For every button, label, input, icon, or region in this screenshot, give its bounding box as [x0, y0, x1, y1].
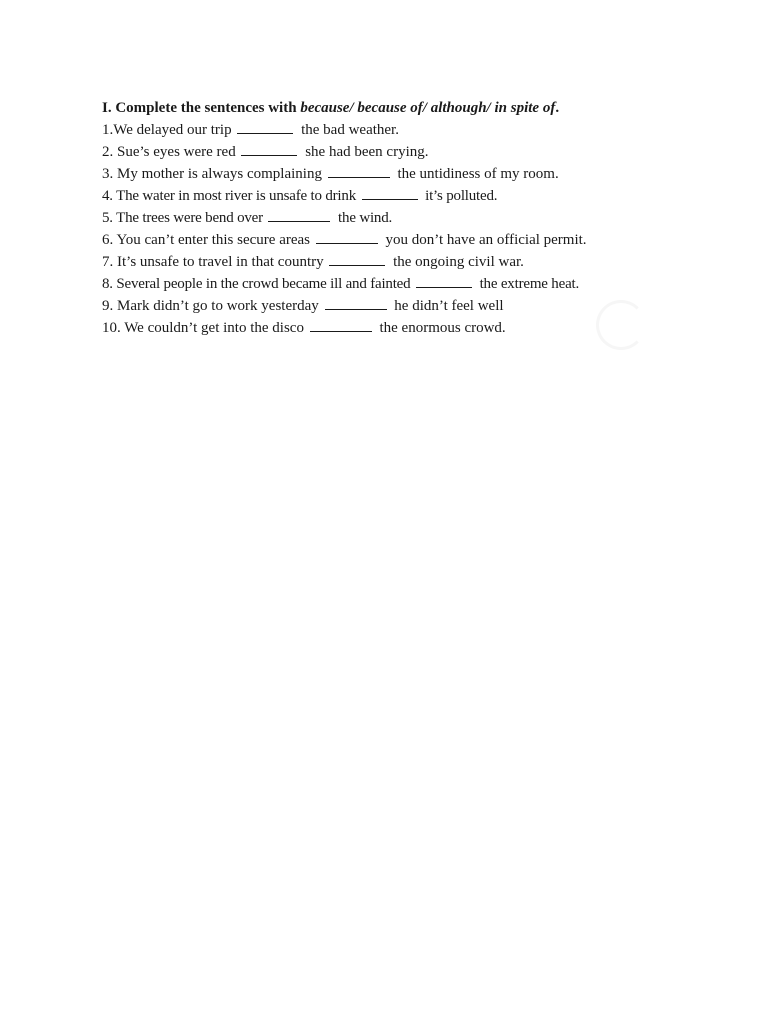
answer-blank	[362, 186, 418, 200]
heading-prefix: I. Complete the sentences with	[102, 100, 301, 116]
sentence-text-before: 10. We couldn’t get into the disco	[102, 320, 304, 336]
answer-blank	[268, 208, 330, 222]
sentence-text-before: 2. Sue’s eyes were red	[102, 144, 236, 160]
sentence-text-before: 1.We delayed our trip	[102, 122, 232, 138]
sentence-item-10	[102, 317, 662, 339]
sentence-item-3	[102, 163, 662, 185]
sentence-item-5	[102, 207, 662, 229]
exercise-section	[102, 98, 662, 339]
heading-suffix: .	[555, 100, 560, 116]
sentence-item-2	[102, 141, 662, 163]
sentence-text-before: 7. It’s unsafe to travel in that country	[102, 254, 324, 270]
sentence-text-before: 4. The water in most river is unsafe to drink	[102, 188, 356, 204]
sentence-text-after: she had been crying.	[305, 144, 429, 160]
sentence-text-after: it’s polluted.	[425, 188, 498, 204]
sentence-item-1	[102, 119, 662, 141]
answer-blank	[310, 318, 372, 332]
answer-blank	[416, 274, 472, 288]
sentence-text-after: the wind.	[338, 210, 393, 226]
sentence-text-after: the extreme heat.	[479, 276, 580, 292]
sentence-text-after: he didn’t feel well	[394, 298, 504, 314]
sentence-text-before: 5. The trees were bend over	[102, 210, 263, 226]
sentence-list	[102, 119, 662, 339]
sentence-item-6	[102, 229, 662, 251]
answer-blank	[316, 230, 378, 244]
answer-blank	[328, 164, 390, 178]
sentence-item-9	[102, 295, 662, 317]
sentence-item-4	[102, 185, 662, 207]
sentence-text-after: the ongoing civil war.	[393, 254, 524, 270]
sentence-text-before: 8. Several people in the crowd became ill and fainted	[102, 276, 411, 292]
answer-blank	[241, 142, 297, 156]
answer-blank	[325, 296, 387, 310]
heading-options: because/ because of/ although/ in spite of	[300, 100, 556, 116]
sentence-text-after: the untidiness of my room.	[397, 166, 559, 182]
answer-blank	[329, 252, 385, 266]
sentence-text-before: 3. My mother is always complaining	[102, 166, 322, 182]
sentence-text-before: 9. Mark didn’t go to work yesterday	[102, 298, 319, 314]
sentence-text-after: the bad weather.	[301, 122, 399, 138]
answer-blank	[237, 120, 293, 134]
sentence-item-8	[102, 273, 662, 295]
sentence-text-after: the enormous crowd.	[379, 320, 506, 336]
sentence-item-7	[102, 251, 662, 273]
sentence-text-after: you don’t have an official permit.	[385, 232, 587, 248]
exercise-heading	[102, 98, 662, 118]
sentence-text-before: 6. You can’t enter this secure areas	[102, 232, 310, 248]
